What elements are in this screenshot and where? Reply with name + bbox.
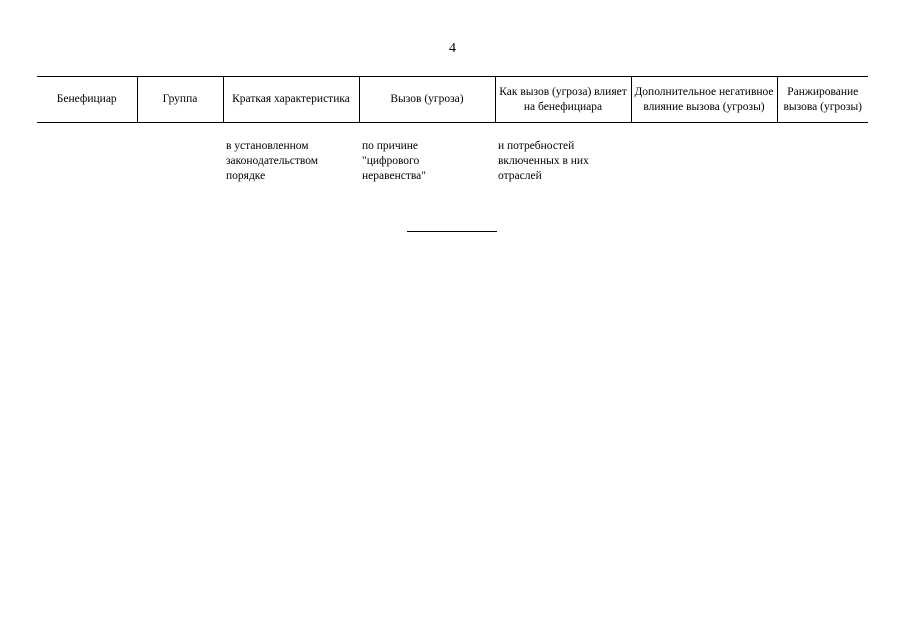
header-ranking: Ранжирование вызова (угрозы) bbox=[777, 77, 868, 123]
cell-group bbox=[137, 123, 223, 185]
header-short-description: Краткая характеристика bbox=[223, 77, 359, 123]
header-beneficiary: Бенефициар bbox=[37, 77, 137, 123]
header-additional-impact: Дополнительное негативное влияние вызова (угрозы) bbox=[631, 77, 777, 123]
table-header-row bbox=[37, 77, 868, 123]
cell-challenge: по причине "цифрового неравенства" bbox=[362, 140, 426, 182]
cell-impact: и потребностей включенных в них отраслей bbox=[498, 140, 589, 182]
cell-beneficiary bbox=[37, 123, 137, 185]
cell-ranking bbox=[777, 123, 868, 185]
header-challenge: Вызов (угроза) bbox=[359, 77, 495, 123]
cell-additional-impact bbox=[631, 123, 777, 185]
end-divider bbox=[407, 231, 497, 232]
header-impact: Как вызов (угроза) влияет на бенефициара bbox=[495, 77, 631, 123]
header-group: Группа bbox=[137, 77, 223, 123]
page-number: 4 bbox=[449, 41, 456, 56]
challenges-table bbox=[37, 76, 868, 184]
cell-short-description: в установленном законодательством порядке bbox=[226, 140, 319, 182]
table-row bbox=[37, 123, 868, 185]
